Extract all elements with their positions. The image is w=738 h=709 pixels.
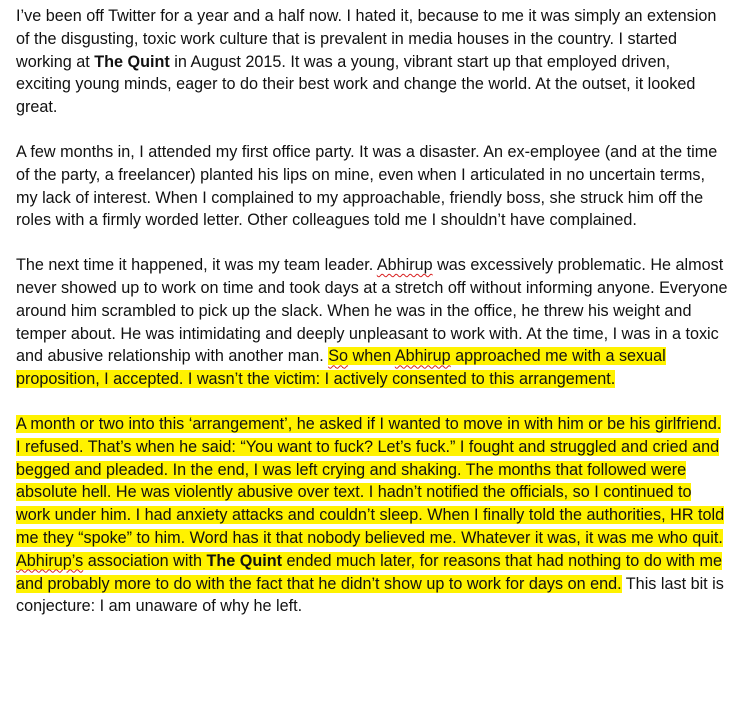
paragraph [16,141,728,232]
publication-name: The Quint [206,551,282,570]
highlighted-text-run: A month or two into this ‘arrangement’, he asked if I wanted to move in with him or be his girlfriend. I refused. That’s when he said: “You want to fuck? Let’s fuck.” I fought and struggled and cried and begged and pleaded. In the end, I was left crying and shaking. The months that followed were absolute hell. He was violently abusive over text. I hadn’t notified the officials, so I continued to work under him. I had anxiety attacks and couldn’t sleep. When I finally told the authorities, HR told me they “spoke” to him. Word has it that nobody believed me. Whatever it was, it was me who quit. [16,414,725,547]
text-run: A few months in, I attended my first office party. It was a disaster. An ex-employee (and at the time of the party, a freelancer) planted his lips on mine, even when I articulated in no uncertain terms, my lack of interest. When I complained to my approachable, friendly boss, she struck him off the roles with a firmly worded letter. Other colleagues told me I shouldn’t have complained. [16,142,718,230]
text-run: was excessively problematic. He almost never showed up to work on time and took days at a stretch off without informing anyone. Everyone around him scrambled to pick up the slack. When he was in the office, he threw his weight and temper about. He was intimidating and deeply unpleasant to work with. At the time, I was in a toxic and abusive relationship with another man. [16,256,728,366]
highlighted-spellcheck-word: So [328,347,349,366]
highlighted-text-run: approached me with a sexual proposition, I accepted. I wasn’t the victim: I actively consented to this arrangement. [16,347,666,389]
highlighted-text-run: association with [83,551,207,570]
highlighted-spellcheck-word: Abhirup [394,347,451,366]
publication-name: The Quint [94,52,170,71]
text-run: I’ve been off Twitter for a year and a half now. I hated it, because to me it was simply an extension of the disgusting, toxic work culture that is prevalent in media houses in the country. I started working at [16,7,717,71]
highlighted-text-run: ended much later, for reasons that had nothing to do with me and probably more to do with the fact that he didn’t show up to work for days on end. [16,551,723,593]
paragraph [16,413,728,618]
text-run: in August 2015. It was a young, vibrant start up that employed driven, exciting young minds, eager to do their best work and change the world. At the outset, it looked great. [16,52,696,117]
highlighted-spellcheck-word: Abhirup’s [16,551,84,570]
paragraph [16,5,728,119]
document-body [16,5,728,618]
spellcheck-word: Abhirup [376,256,433,275]
text-run: This last bit is conjecture: I am unaware of why he left. [16,574,724,616]
paragraph [16,254,728,391]
text-run: The next time it happened, it was my team leader. [16,256,377,275]
highlighted-text-run: when [348,347,395,366]
